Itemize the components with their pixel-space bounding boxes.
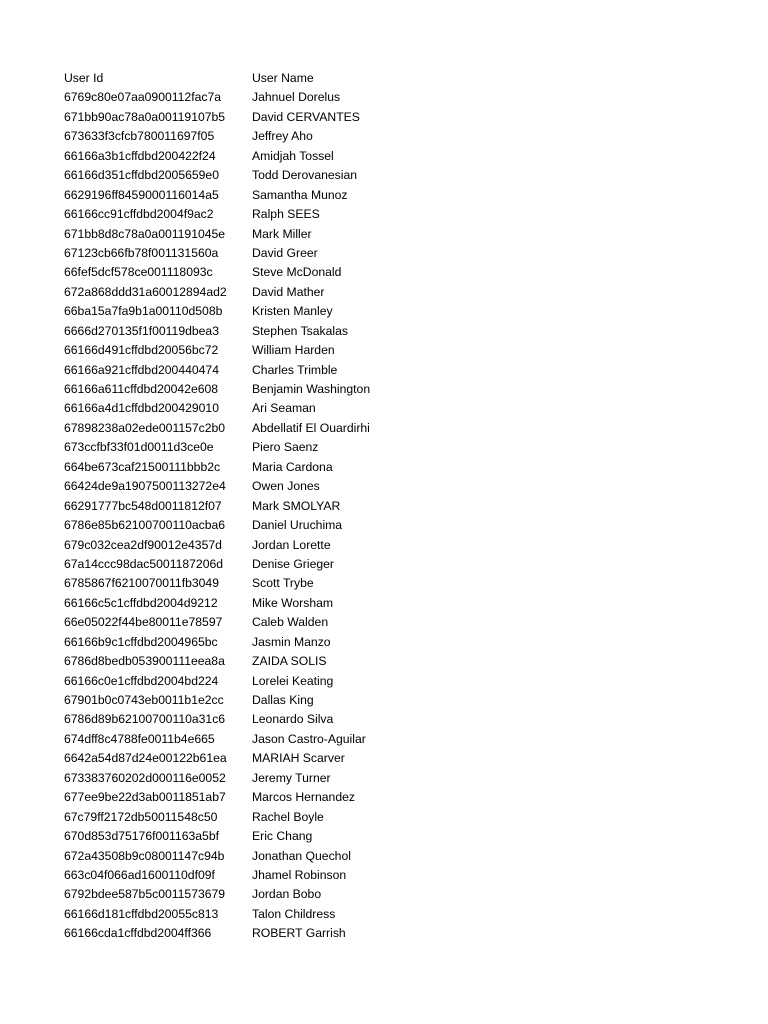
table-row [64, 186, 744, 205]
table-row [64, 419, 744, 438]
user-id-cell: 673633f3cfcb780011697f05 [64, 129, 215, 144]
user-name-cell: Jonathan Quechol [252, 848, 351, 863]
user-name-cell: Todd Derovanesian [252, 168, 358, 183]
user-name-cell: Abdellatif El Ouardirhi [252, 420, 370, 435]
user-name-cell: Samantha Munoz [252, 187, 348, 202]
table-row [64, 730, 744, 749]
column-header-user-name: User Name [252, 71, 314, 85]
user-table [64, 69, 744, 944]
user-name-cell: Kristen Manley [252, 304, 333, 319]
user-id-cell: 6666d270135f1f00119dbea3 [64, 323, 219, 338]
user-id-cell: 6769c80e07aa0900112fac7a [64, 90, 222, 105]
table-row [64, 283, 744, 302]
user-id-cell: 67c79ff2172db50011548c50 [64, 809, 218, 824]
user-id-cell: 66166a611cffdbd20042e608 [64, 382, 219, 396]
user-name-cell: Denise Grieger [252, 556, 334, 571]
user-name-cell: Ari Seaman [252, 401, 316, 416]
table-row [64, 555, 744, 574]
table-row [64, 127, 744, 146]
user-id-cell: 679c032cea2df90012e4357d [64, 537, 222, 552]
user-id-cell: 671bb8d8c78a0a001191045e [64, 226, 226, 241]
user-name-cell: ROBERT Garrish [252, 926, 346, 941]
user-id-cell: 66166d181cffdbd20055c813 [64, 906, 219, 921]
table-row [64, 613, 744, 632]
user-name-cell: William Harden [252, 343, 335, 358]
user-id-cell: 67123cb66fb78f001131560a [64, 245, 219, 260]
user-name-cell: Daniel Uruchima [252, 518, 343, 533]
table-body [64, 88, 744, 943]
user-name-cell: David Greer [252, 245, 318, 260]
table-row [64, 302, 744, 321]
user-name-cell: Benjamin Washington [252, 382, 371, 396]
user-id-cell: 6792bdee587b5c0011573679 [64, 887, 226, 902]
table-row [64, 808, 744, 827]
user-name-cell: Charles Trimble [252, 362, 338, 377]
user-name-cell: David CERVANTES [252, 109, 360, 124]
user-id-cell: 6786d89b62100700110a31c6 [64, 712, 226, 727]
user-name-cell: Mike Worsham [252, 595, 334, 610]
table-row [64, 633, 744, 652]
table-row [64, 847, 744, 866]
table-row [64, 322, 744, 341]
table-row [64, 691, 744, 710]
user-name-cell: David Mather [252, 284, 325, 299]
user-id-cell: 6785867f6210070011fb3049 [64, 576, 219, 591]
user-id-cell: 67901b0c0743eb0011b1e2cc [64, 693, 224, 707]
table-row [64, 827, 744, 846]
user-id-cell: 672a868ddd31a60012894ad2 [64, 284, 227, 299]
user-id-cell: 66166c5c1cffdbd2004d9212 [64, 595, 218, 610]
user-name-cell: Lorelei Keating [252, 673, 334, 688]
table-row [64, 438, 744, 457]
user-id-cell: 66424de9a1907500113272e4 [64, 479, 226, 494]
user-name-cell: Stephen Tsakalas [252, 323, 348, 338]
user-id-cell: 671bb90ac78a0a00119107b5 [64, 109, 226, 124]
user-id-cell: 66166a921cffdbd200440474 [64, 362, 219, 377]
table-row [64, 225, 744, 244]
user-id-cell: 66166cc91cffdbd2004f9ac2 [64, 207, 214, 222]
table-row [64, 672, 744, 691]
user-name-cell: Marcos Hernandez [252, 790, 355, 805]
user-id-cell: 66fef5dcf578ce001118093c [64, 265, 213, 280]
user-id-cell: 66166b9c1cffdbd2004965bc [64, 634, 218, 649]
table-row [64, 536, 744, 555]
user-name-cell: Eric Chang [252, 829, 313, 844]
user-id-cell: 664be673caf21500111bbb2c [64, 459, 221, 474]
user-id-cell: 672a43508b9c08001147c94b [64, 848, 225, 863]
user-id-cell: 6629196ff8459000116014a5 [64, 187, 219, 202]
table-row [64, 477, 744, 496]
table-row [64, 380, 744, 399]
user-name-cell: Maria Cardona [252, 459, 333, 474]
user-name-cell: Caleb Walden [252, 615, 329, 630]
table-row [64, 924, 744, 943]
user-id-cell: 673ccfbf33f01d0011d3ce0e [64, 440, 214, 455]
user-id-cell: 673383760202d000116e0052 [64, 770, 226, 785]
user-name-cell: Mark SMOLYAR [252, 498, 341, 513]
user-name-cell: Jhamel Robinson [252, 867, 347, 882]
user-name-cell: Jason Castro-Aguilar [252, 731, 366, 746]
table-header-row [64, 69, 744, 88]
user-id-cell: 66ba15a7fa9b1a00110d508b [64, 304, 223, 319]
table-row [64, 108, 744, 127]
table-row [64, 244, 744, 263]
table-row [64, 905, 744, 924]
user-name-cell: Leonardo Silva [252, 712, 334, 727]
user-name-cell: Jeremy Turner [252, 770, 331, 785]
table-row [64, 516, 744, 535]
user-id-cell: 677ee9be22d3ab0011851ab7 [64, 790, 226, 805]
table-row [64, 147, 744, 166]
user-id-cell: 663c04f066ad1600110df09f [64, 867, 215, 882]
table-row [64, 710, 744, 729]
user-id-cell: 66166cda1cffdbd2004ff366 [64, 926, 212, 941]
user-id-cell: 66166a3b1cffdbd200422f24 [64, 148, 216, 163]
table-row [64, 88, 744, 107]
table-row [64, 458, 744, 477]
user-id-cell: 66166d491cffdbd20056bc72 [64, 343, 219, 358]
user-id-cell: 67898238a02ede001157c2b0 [64, 420, 226, 435]
user-name-cell: Piero Saenz [252, 440, 319, 455]
table-row [64, 399, 744, 418]
user-name-cell: Talon Childress [252, 906, 336, 921]
table-row [64, 885, 744, 904]
user-name-cell: Mark Miller [252, 226, 312, 241]
table-row [64, 361, 744, 380]
user-id-cell: 66e05022f44be80011e78597 [64, 615, 223, 630]
column-header-user-id: User Id [64, 71, 104, 85]
user-name-cell: Jeffrey Aho [252, 129, 313, 144]
user-name-cell: MARIAH Scarver [252, 751, 345, 766]
table-row [64, 574, 744, 593]
user-id-cell: 66166a4d1cffdbd200429010 [64, 401, 219, 416]
user-id-cell: 6786e85b62100700110acba6 [64, 518, 226, 533]
user-name-cell: ZAIDA SOLIS [252, 654, 327, 669]
table-row [64, 497, 744, 516]
user-name-cell: Jordan Bobo [252, 887, 322, 902]
user-id-cell: 67a14ccc98dac5001187206d [64, 556, 224, 571]
table-row [64, 594, 744, 613]
table-row [64, 652, 744, 671]
user-id-cell: 66166c0e1cffdbd2004bd224 [64, 673, 219, 688]
user-name-cell: Scott Trybe [252, 576, 314, 591]
user-id-cell: 66291777bc548d0011812f07 [64, 498, 222, 513]
user-name-cell: Ralph SEES [252, 207, 320, 222]
table-row [64, 749, 744, 768]
table-row [64, 166, 744, 185]
table-row [64, 205, 744, 224]
user-name-cell: Dallas King [252, 693, 314, 707]
table-row [64, 341, 744, 360]
user-name-cell: Amidjah Tossel [252, 148, 334, 163]
user-id-cell: 670d853d75176f001163a5bf [64, 829, 219, 844]
table-row [64, 769, 744, 788]
user-id-cell: 66166d351cffdbd2005659e0 [64, 168, 219, 183]
user-name-cell: Jahnuel Dorelus [252, 90, 341, 105]
table-row [64, 866, 744, 885]
user-name-cell: Owen Jones [252, 479, 320, 494]
table-row [64, 263, 744, 282]
user-name-cell: Jasmin Manzo [252, 634, 331, 649]
user-id-cell: 674dff8c4788fe0011b4e665 [64, 731, 215, 746]
user-name-cell: Rachel Boyle [252, 809, 324, 824]
user-name-cell: Steve McDonald [252, 265, 342, 280]
table-row [64, 788, 744, 807]
user-name-cell: Jordan Lorette [252, 537, 331, 552]
user-id-cell: 6786d8bedb053900111eea8a [64, 654, 225, 669]
user-id-cell: 6642a54d87d24e00122b61ea [64, 751, 227, 766]
